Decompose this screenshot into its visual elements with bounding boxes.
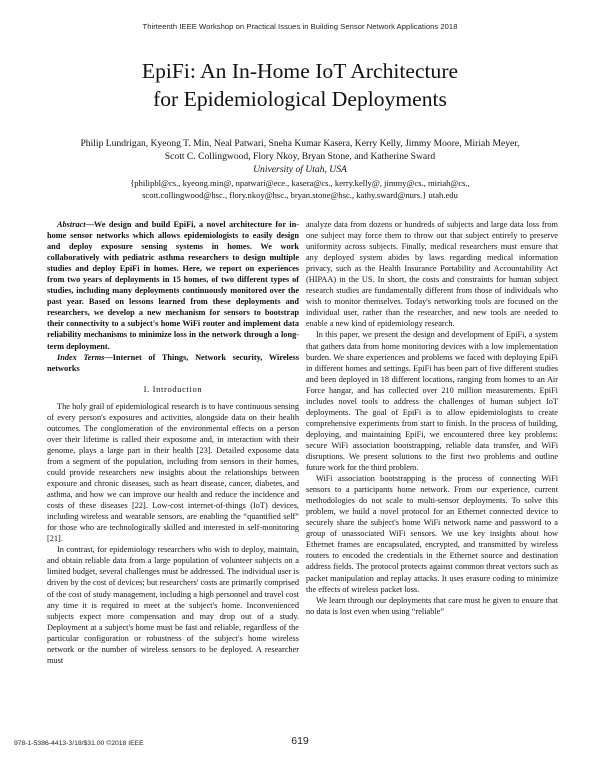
author-emails [40,177,560,201]
index-terms-text: —Internet of Things, Network security, Wireless networks [47,352,299,373]
emails-line-1: {philipbl@cs., kyeong.min@, npatwari@ece., kasera@cs., kerry.kelly@, jimmy@cs., miriah@cs., [130,178,470,188]
body-paragraph: analyze data from dozens or hundreds of subjects and large data loss from one subject may force them to throw out that subject entirely to preserve uniformity across subjects. Finally, medical researchers must ensure that any deployed system abides by laws regarding medical information privacy, such as the Health Insurance Portability and Accountability Act (HIPAA) in the US. In short, the costs and constraints for human subject research studies are fundamentally different from those of individuals who wish to monitor themselves. Today's networking tools are focused on the individual user, rather than the researcher, and new tools are needed to enable a new kind of epidemiology research. [306,220,558,329]
authors-line-1: Philip Lundrigan, Kyeong T. Min, Neal Patwari, Sneha Kumar Kasera, Kerry Kelly, Jimmy Moore, Miriah Meyer, [80,138,520,149]
author-list [40,138,560,163]
abstract-text: —We design and build EpiFi, a novel architecture for in-home sensor networks which allows epidemiologists to easily design and deploy exposure sensing systems in homes. We work collaboratively with pediatric asthma researchers to design multiple studies and deploy EpiFi in homes. Here, we report on experiences from two years of deployments in 15 homes, of two different types of studies, including many deployments continuously monitored over the past year. Based on lessons learned from these deployments and researchers, we develop a new mechanism for sensors to bootstrap their connectivity to a subject's home WiFi router and implement data reliability mechanisms to minimize loss in the network through a long-term deployment. [47,220,299,351]
title-line-1: EpiFi: An In-Home IoT Architecture [141,59,459,83]
paper-title [0,57,600,113]
abstract-lead: Abstract [57,220,86,229]
body-paragraph: The holy grail of epidemiological research is to have continuous sensing of every person's exposures and activities, alongside data on their health outcomes. The conglomeration of the environmental effects on a person over their lifetime is called their exposome and, in interaction with their genome, plays a large part in their health [23]. Detailed exposome data from a segment of the population, including from sensors in their homes, could provide researchers new insights about the relationships between exposure and chronic diseases, such as heart disease, cancer, diabetes, and asthma, and how we can improve our health and reduce the incidence and costs of these diseases [22]. Low-cost internet-of-things (IoT) devices, including wireless and wearable sensors, are enabling the “quantified self” for those who are technologically skilled and interested in self-monitoring [21]. [47,401,299,544]
abstract [47,219,299,352]
section-heading-introduction: I. Introduction [143,383,203,394]
title-line-2: for Epidemiological Deployments [153,87,447,111]
body-paragraph: WiFi association bootstrapping is the process of connecting WiFi sensors to a participants home network. From our experience, current methodologies do not scale to multi-sensor deployments. To solve this problem, we build a novel protocol for an Ethernet connected device to securely share the subject's home WiFi network name and password to a group of unassociated WiFi sensors. We use key insights about how Ethernet frames are encapsulated, encrypted, and transmitted by wireless routers to encoded the credentials in the Ethernet source and destination address fields. The protocol protects against common threat vectors such as packet manipulation and replay attacks. It uses erasure coding to minimize the effects of wireless packet loss. [306,474,558,594]
left-column [47,219,299,666]
authors-line-2: Scott C. Collingwood, Flory Nkoy, Bryan Stone, and Katherine Sward [164,150,436,162]
running-head: Thirteenth IEEE Workshop on Practical Issues in Building Sensor Network Applications 2018 [142,22,458,31]
right-column [306,219,558,617]
index-terms-lead: Index Terms [57,352,105,362]
copyright-footer: 978-1-5386-4413-3/18/$31.00 ©2018 IEEE [14,740,144,747]
emails-line-2: scott.collingwood@hsc., flory.nkoy@hsc., bryan.stone@hsc., kathy.sward@nurs.} utah.edu [142,190,458,200]
body-paragraph: In this paper, we present the design and development of EpiFi, a system that gathers data from home monitoring devices with a low implementation burden. We share experiences and problems we faced with deploying EpiFi in different homes and settings. EpiFi has been part of five different studies and been deployed in 18 different locations, ranging from homes to an Air Force hangar, and has collected over 210 million measurements. EpiFi includes novel tools to address the challenges of human subject IoT deployments. The goal of EpiFi is to allow epidemiologists to create comprehensive experiments from start to finish. In the process of building, deploying, and maintaining EpiFi, we encountered three key problems: secure WiFi association bootstrapping, reliable data transfer, and WiFi disruptions. We present solutions to the first two problems and outline future work for the third problem. [306,330,558,473]
index-terms [47,352,299,374]
body-paragraph: We learn through our deployments that care must be given to ensure that no data is lost even when using “reliable” [306,595,558,616]
page-number: 619 [291,735,309,747]
affiliation: University of Utah, USA [253,164,347,175]
body-paragraph: In contrast, for epidemiology researchers who wish to deploy, maintain, and obtain reliable data from a large population of volunteer subjects on a limited budget, several challenges must be addressed. The individual user is driven by the cost of devices; but researchers' costs are primarily comprised of the cost of study management, including a high personnel and travel cost any time it is required to meet at the subject's home. Inconvenienced subjects expect more compensation and may drop out of a study. Deployment at a subject's home must be fast and reliable, regardless of the particular configuration or robustness of the subject's home wireless network or the number of wireless sensors to be deployed. A researcher must [47,545,299,665]
